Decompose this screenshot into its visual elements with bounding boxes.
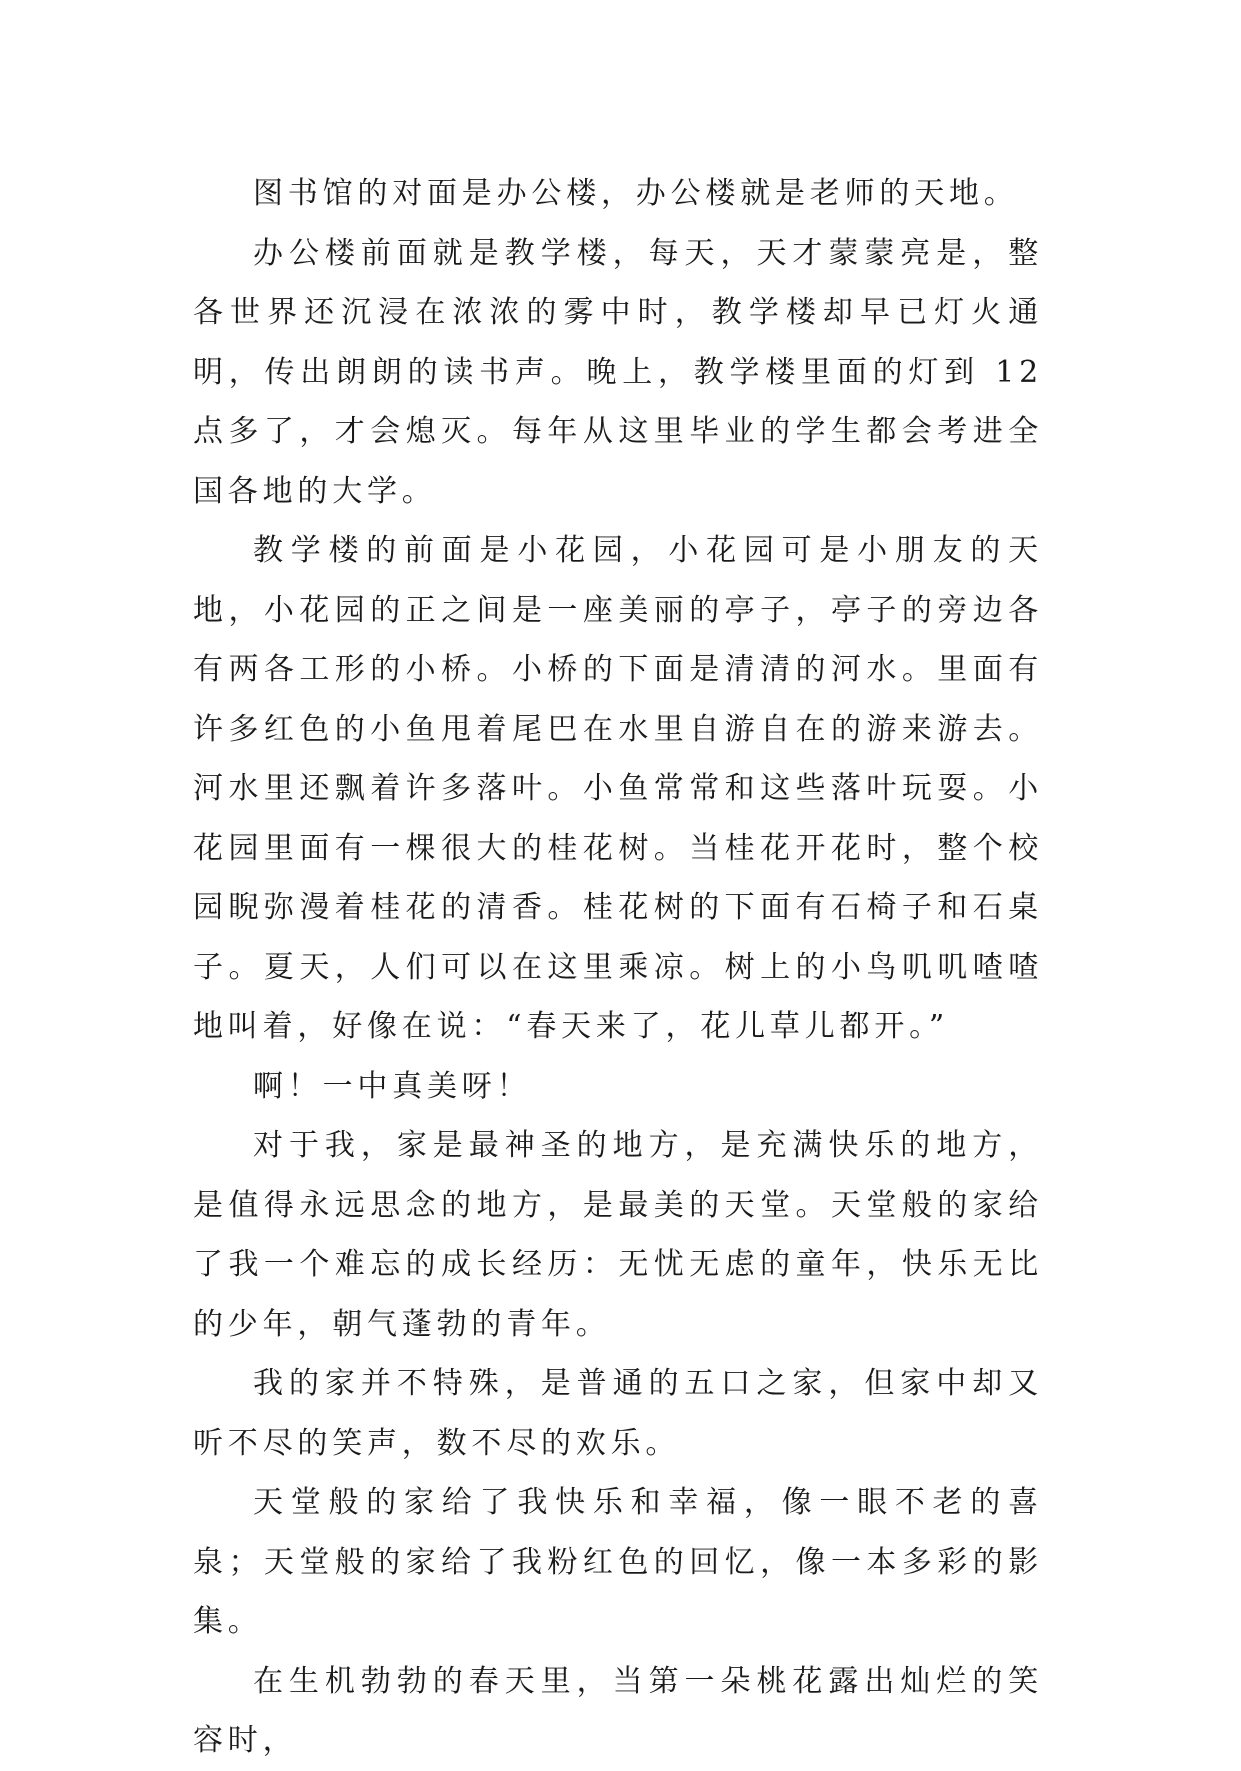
paragraph-spring: 在生机勃勃的春天里，当第一朵桃花露出灿烂的笑容时， (193, 1663, 1043, 1758)
paragraph-small-garden: 教学楼的前面是小花园，小花园可是小朋友的天地，小花园的正之间是一座美丽的亭子，亭子的旁边各有两各工形的小桥。小桥的下面是清清的河水。里面有许多红色的小鱼甩着尾巴在水里自游自在的游来游去。河水里还飘着许多落叶。小鱼常常和这些落叶玩耍。小花园里面有一棵很大的桂花树。当桂花开花时，整个校园睨弥漫着桂花的清香。桂花树的下面有石椅子和石桌子。夏天，人们可以在这里乘凉。树上的小鸟叽叽喳喳地叫着，好像在说：“春天来了，花儿草儿都开。” (193, 533, 1043, 1044)
paragraph-library: 图书馆的对面是办公楼，办公楼就是老师的天地。 (253, 176, 1019, 211)
paragraph-exclamation: 啊！一中真美呀！ (253, 1068, 532, 1104)
paragraph-teaching-building: 办公楼前面就是教学楼，每天，天才蒙蒙亮是，整各世界还沉浸在浓浓的雾中时，教学楼却早已灯火通明，传出朗朗的读书声。晚上，教学楼里面的灯到 12 点多了，才会熄灭。每年从这里毕业的学生都会考进全国各地的大学。 (193, 235, 1043, 509)
document-body (193, 164, 1043, 1771)
paragraph-family-of-five: 我的家并不特殊，是普通的五口之家，但家中却又听不尽的笑声，数不尽的欢乐。 (193, 1366, 1043, 1461)
paragraph-happiness: 天堂般的家给了我快乐和幸福，像一眼不老的喜泉；天堂般的家给了我粉红色的回忆，像一本多彩的影集。 (193, 1485, 1043, 1639)
paragraph-home-heaven: 对于我，家是最神圣的地方，是充满快乐的地方，是值得永远思念的地方，是最美的天堂。天堂般的家给了我一个难忘的成长经历：无忧无虑的童年，快乐无比的少年，朝气蓬勃的青年。 (193, 1128, 1043, 1342)
